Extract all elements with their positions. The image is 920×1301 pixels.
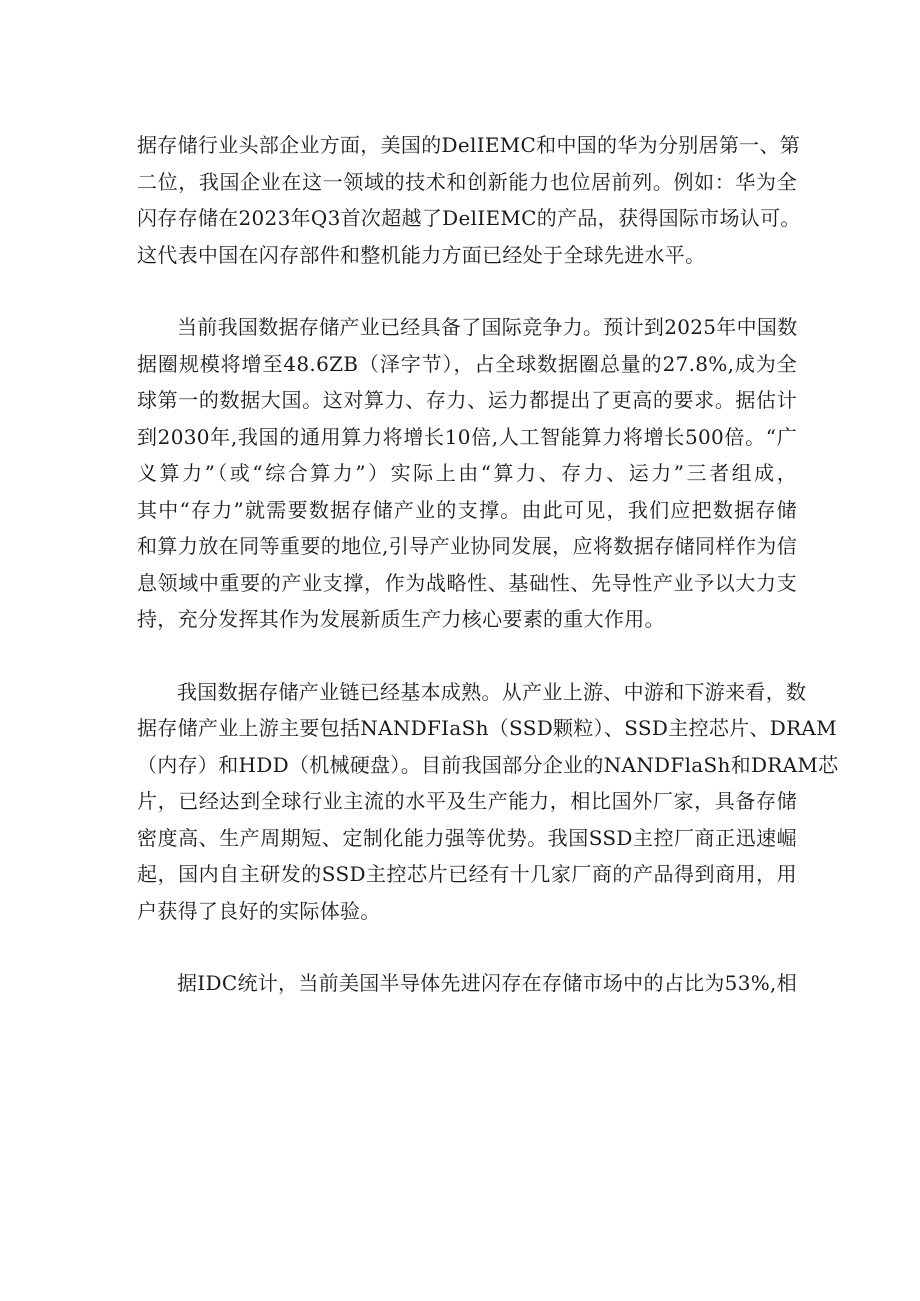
text-line: 据圈规模将增至48.6ZB（泽字节），占全球数据圈总量的27.8%,成为全 — [137, 351, 797, 376]
text-line: 我国数据存储产业链已经基本成熟。从产业上游、中游和下游来看，数 — [177, 679, 807, 704]
document-body — [137, 127, 839, 1038]
text-line: 到2030年,我国的通用算力将增长10倍,人工智能算力将增长500倍。“广 — [137, 424, 797, 449]
text-line: 球第一的数据大国。这对算力、存力、运力都提出了更高的要求。据估计 — [137, 388, 797, 412]
text-line: 其中“存力”就需要数据存储产业的支撑。由此可见，我们应把数据存储 — [137, 497, 797, 522]
text-line: 密度高、生产周期短、定制化能力强等优势。我国SSD主控厂商正迅速崛 — [137, 825, 797, 850]
paragraph-competitiveness — [137, 309, 797, 638]
text-line: 息领域中重要的产业支撑，作为战略性、基础性、先导性产业予以大力支 — [137, 570, 797, 595]
text-line: 持，充分发挥其作为发展新质生产力核心要素的重大作用。 — [137, 607, 665, 631]
text-line: 当前我国数据存储产业已经具备了国际竞争力。预计到2025年中国数 — [177, 315, 798, 339]
text-line: 据IDC统计，当前美国半导体先进闪存在存储市场中的占比为53%,相 — [177, 971, 797, 995]
text-line: （内存）和HDD（机械硬盘）。目前我国部分企业的NANDFlaSh和DRAM芯 — [137, 752, 839, 777]
text-line: 片，已经达到全球行业主流的水平及生产能力，相比国外厂家，具备存储 — [137, 789, 797, 813]
paragraph-idc-statistics — [137, 965, 797, 1002]
text-line: 这代表中国在闪存部件和整机能力方面已经处于全球先进水平。 — [137, 242, 706, 267]
text-line: 和算力放在同等重要的地位,引导产业协同发展，应将数据存储同样作为信 — [137, 534, 797, 558]
text-line: 据存储产业上游主要包括NANDFIaSh（SSD颗粒）、SSD主控芯片、DRAM — [137, 716, 837, 740]
text-line: 据存储行业头部企业方面，美国的DelIEMC和中国的华为分别居第一、第 — [137, 133, 801, 157]
text-line: 户获得了良好的实际体验。 — [137, 898, 381, 923]
text-line: 闪存存储在2023年Q3首次超越了DelIEMC的产品，获得国际市场认可。 — [137, 206, 801, 230]
paragraph-storage-leaders — [137, 127, 801, 273]
text-line: 起，国内自主研发的SSD主控芯片已经有十几家厂商的产品得到商用，用 — [137, 862, 797, 886]
text-line: 二位，我国企业在这一领域的技术和创新能力也位居前列。例如：华为全 — [137, 169, 797, 194]
text-line: 义算力”（或“综合算力”）实际上由“算力、存力、运力”三者组成， — [137, 461, 797, 485]
paragraph-industry-chain — [137, 674, 839, 930]
